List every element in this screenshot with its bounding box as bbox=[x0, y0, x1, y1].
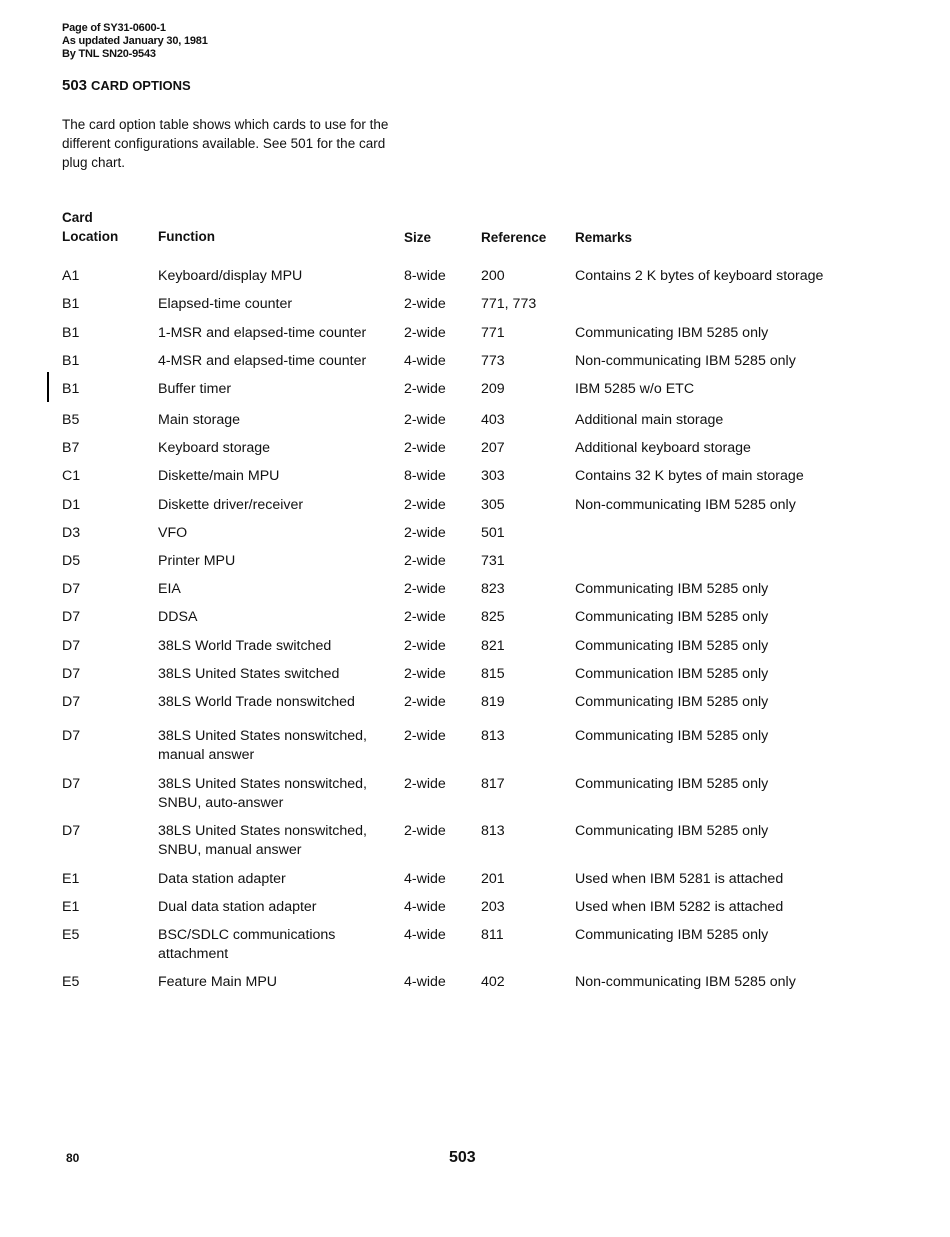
cell-size: 8-wide bbox=[404, 468, 446, 484]
cell-size: 4-wide bbox=[404, 899, 446, 915]
cell-reference: 823 bbox=[481, 581, 505, 597]
cell-function-cont: SNBU, manual answer bbox=[158, 842, 302, 858]
cell-location: E5 bbox=[62, 927, 80, 943]
cell-size: 2-wide bbox=[404, 497, 446, 513]
cell-reference: 811 bbox=[481, 927, 504, 943]
intro-line: The card option table shows which cards to use for the bbox=[62, 117, 389, 132]
section-number: 503 bbox=[62, 77, 88, 94]
cell-function: 1-MSR and elapsed-time counter bbox=[158, 325, 367, 341]
cell-function: BSC/SDLC communications bbox=[158, 927, 336, 943]
cell-function: VFO bbox=[158, 525, 188, 541]
revision-bar bbox=[47, 372, 49, 402]
cell-remarks: Contains 2 K bytes of keyboard storage bbox=[575, 268, 824, 284]
cell-function: 38LS United States nonswitched, bbox=[158, 823, 368, 839]
section-title: CARD OPTIONS bbox=[91, 78, 191, 93]
cell-reference: 203 bbox=[481, 899, 505, 915]
header-line-tnl: By TNL SN20-9543 bbox=[62, 48, 156, 60]
cell-remarks: IBM 5285 w/o ETC bbox=[575, 381, 695, 397]
cell-location: C1 bbox=[62, 468, 81, 484]
cell-remarks: Communication IBM 5285 only bbox=[575, 666, 769, 682]
col-header-location-line2: Location bbox=[62, 229, 119, 244]
cell-reference: 821 bbox=[481, 638, 505, 654]
cell-reference: 773 bbox=[481, 353, 505, 369]
cell-size: 2-wide bbox=[404, 325, 446, 341]
cell-function: 38LS World Trade nonswitched bbox=[158, 694, 355, 710]
cell-function: Buffer timer bbox=[158, 381, 232, 397]
cell-function: 38LS World Trade switched bbox=[158, 638, 332, 654]
cell-reference: 771, 773 bbox=[481, 296, 537, 312]
cell-size: 8-wide bbox=[404, 268, 446, 284]
cell-reference: 813 bbox=[481, 823, 505, 839]
cell-remarks: Used when IBM 5281 is attached bbox=[575, 871, 784, 887]
cell-location: B1 bbox=[62, 325, 80, 341]
header-line-updated: As updated January 30, 1981 bbox=[62, 35, 208, 47]
footer-page-number: 80 bbox=[66, 1151, 80, 1165]
cell-function-cont: manual answer bbox=[158, 747, 255, 763]
cell-remarks: Communicating IBM 5285 only bbox=[575, 728, 769, 744]
cell-size: 2-wide bbox=[404, 823, 446, 839]
cell-size: 2-wide bbox=[404, 440, 446, 456]
cell-location: D7 bbox=[62, 823, 81, 839]
cell-reference: 207 bbox=[481, 440, 505, 456]
cell-function: DDSA bbox=[158, 609, 198, 625]
cell-reference: 305 bbox=[481, 497, 505, 513]
cell-location: B7 bbox=[62, 440, 80, 456]
cell-location: D7 bbox=[62, 638, 81, 654]
cell-remarks: Communicating IBM 5285 only bbox=[575, 581, 769, 597]
cell-reference: 813 bbox=[481, 728, 505, 744]
cell-location: D7 bbox=[62, 776, 81, 792]
cell-function: 4-MSR and elapsed-time counter bbox=[158, 353, 367, 369]
col-header-function: Function bbox=[158, 229, 215, 244]
cell-reference: 200 bbox=[481, 268, 505, 284]
cell-function: Diskette driver/receiver bbox=[158, 497, 304, 513]
cell-remarks: Communicating IBM 5285 only bbox=[575, 638, 769, 654]
cell-size: 2-wide bbox=[404, 776, 446, 792]
cell-function: 38LS United States nonswitched, bbox=[158, 776, 368, 792]
cell-size: 2-wide bbox=[404, 728, 446, 744]
cell-remarks: Non-communicating IBM 5285 only bbox=[575, 353, 796, 369]
cell-location: D7 bbox=[62, 609, 81, 625]
cell-remarks: Additional main storage bbox=[575, 412, 724, 428]
cell-size: 4-wide bbox=[404, 927, 446, 943]
header-line-page: Page of SY31-0600-1 bbox=[62, 22, 166, 34]
cell-function: 38LS United States nonswitched, bbox=[158, 728, 368, 744]
cell-location: D7 bbox=[62, 581, 81, 597]
cell-reference: 501 bbox=[481, 525, 505, 541]
col-header-location-line1: Card bbox=[62, 210, 93, 225]
cell-remarks: Communicating IBM 5285 only bbox=[575, 609, 769, 625]
cell-size: 2-wide bbox=[404, 525, 446, 541]
cell-size: 2-wide bbox=[404, 694, 446, 710]
cell-size: 2-wide bbox=[404, 609, 446, 625]
cell-remarks: Communicating IBM 5285 only bbox=[575, 823, 769, 839]
cell-reference: 771 bbox=[481, 325, 505, 341]
cell-location: B1 bbox=[62, 296, 80, 312]
cell-function: Data station adapter bbox=[158, 871, 286, 887]
cell-reference: 731 bbox=[481, 553, 505, 569]
cell-function-cont: SNBU, auto-answer bbox=[158, 795, 284, 811]
cell-size: 4-wide bbox=[404, 974, 446, 990]
cell-reference: 402 bbox=[481, 974, 505, 990]
cell-location: A1 bbox=[62, 268, 80, 284]
cell-reference: 825 bbox=[481, 609, 505, 625]
cell-function: 38LS United States switched bbox=[158, 666, 340, 682]
col-header-size: Size bbox=[404, 230, 432, 245]
cell-size: 2-wide bbox=[404, 296, 446, 312]
col-header-remarks: Remarks bbox=[575, 230, 633, 245]
cell-function: EIA bbox=[158, 581, 181, 597]
intro-line: plug chart. bbox=[62, 155, 126, 170]
cell-size: 4-wide bbox=[404, 353, 446, 369]
cell-size: 2-wide bbox=[404, 666, 446, 682]
cell-location: D7 bbox=[62, 694, 81, 710]
section-heading bbox=[62, 77, 191, 95]
footer-section-number: 503 bbox=[449, 1149, 476, 1166]
cell-function-cont: attachment bbox=[158, 946, 229, 962]
cell-location: E1 bbox=[62, 899, 80, 915]
cell-reference: 403 bbox=[481, 412, 505, 428]
cell-location: D7 bbox=[62, 666, 81, 682]
cell-function: Diskette/main MPU bbox=[158, 468, 280, 484]
cell-reference: 303 bbox=[481, 468, 505, 484]
cell-size: 2-wide bbox=[404, 638, 446, 654]
intro-line: different configurations available. See 501 for the card bbox=[62, 136, 386, 151]
cell-location: D7 bbox=[62, 728, 81, 744]
cell-remarks: Communicating IBM 5285 only bbox=[575, 927, 769, 943]
cell-location: D1 bbox=[62, 497, 81, 513]
cell-size: 2-wide bbox=[404, 412, 446, 428]
cell-location: E1 bbox=[62, 871, 80, 887]
cell-remarks: Non-communicating IBM 5285 only bbox=[575, 974, 796, 990]
cell-reference: 209 bbox=[481, 381, 505, 397]
cell-remarks: Used when IBM 5282 is attached bbox=[575, 899, 784, 915]
cell-function: Feature Main MPU bbox=[158, 974, 278, 990]
cell-function: Keyboard storage bbox=[158, 440, 270, 456]
cell-location: B5 bbox=[62, 412, 80, 428]
cell-location: B1 bbox=[62, 353, 80, 369]
cell-remarks: Communicating IBM 5285 only bbox=[575, 325, 769, 341]
cell-size: 4-wide bbox=[404, 871, 446, 887]
cell-size: 2-wide bbox=[404, 553, 446, 569]
cell-remarks: Additional keyboard storage bbox=[575, 440, 751, 456]
cell-reference: 819 bbox=[481, 694, 505, 710]
cell-location: D3 bbox=[62, 525, 81, 541]
cell-remarks: Contains 32 K bytes of main storage bbox=[575, 468, 804, 484]
cell-location: E5 bbox=[62, 974, 80, 990]
cell-size: 2-wide bbox=[404, 381, 446, 397]
cell-reference: 815 bbox=[481, 666, 505, 682]
cell-remarks: Communicating IBM 5285 only bbox=[575, 694, 769, 710]
cell-location: B1 bbox=[62, 381, 80, 397]
cell-function: Main storage bbox=[158, 412, 241, 428]
cell-remarks: Communicating IBM 5285 only bbox=[575, 776, 769, 792]
cell-function: Keyboard/display MPU bbox=[158, 268, 303, 284]
col-header-reference: Reference bbox=[481, 230, 547, 245]
cell-remarks: Non-communicating IBM 5285 only bbox=[575, 497, 796, 513]
cell-location: D5 bbox=[62, 553, 81, 569]
cell-function: Printer MPU bbox=[158, 553, 236, 569]
cell-reference: 201 bbox=[481, 871, 505, 887]
cell-function: Dual data station adapter bbox=[158, 899, 317, 915]
cell-reference: 817 bbox=[481, 776, 505, 792]
cell-function: Elapsed-time counter bbox=[158, 296, 293, 312]
cell-size: 2-wide bbox=[404, 581, 446, 597]
